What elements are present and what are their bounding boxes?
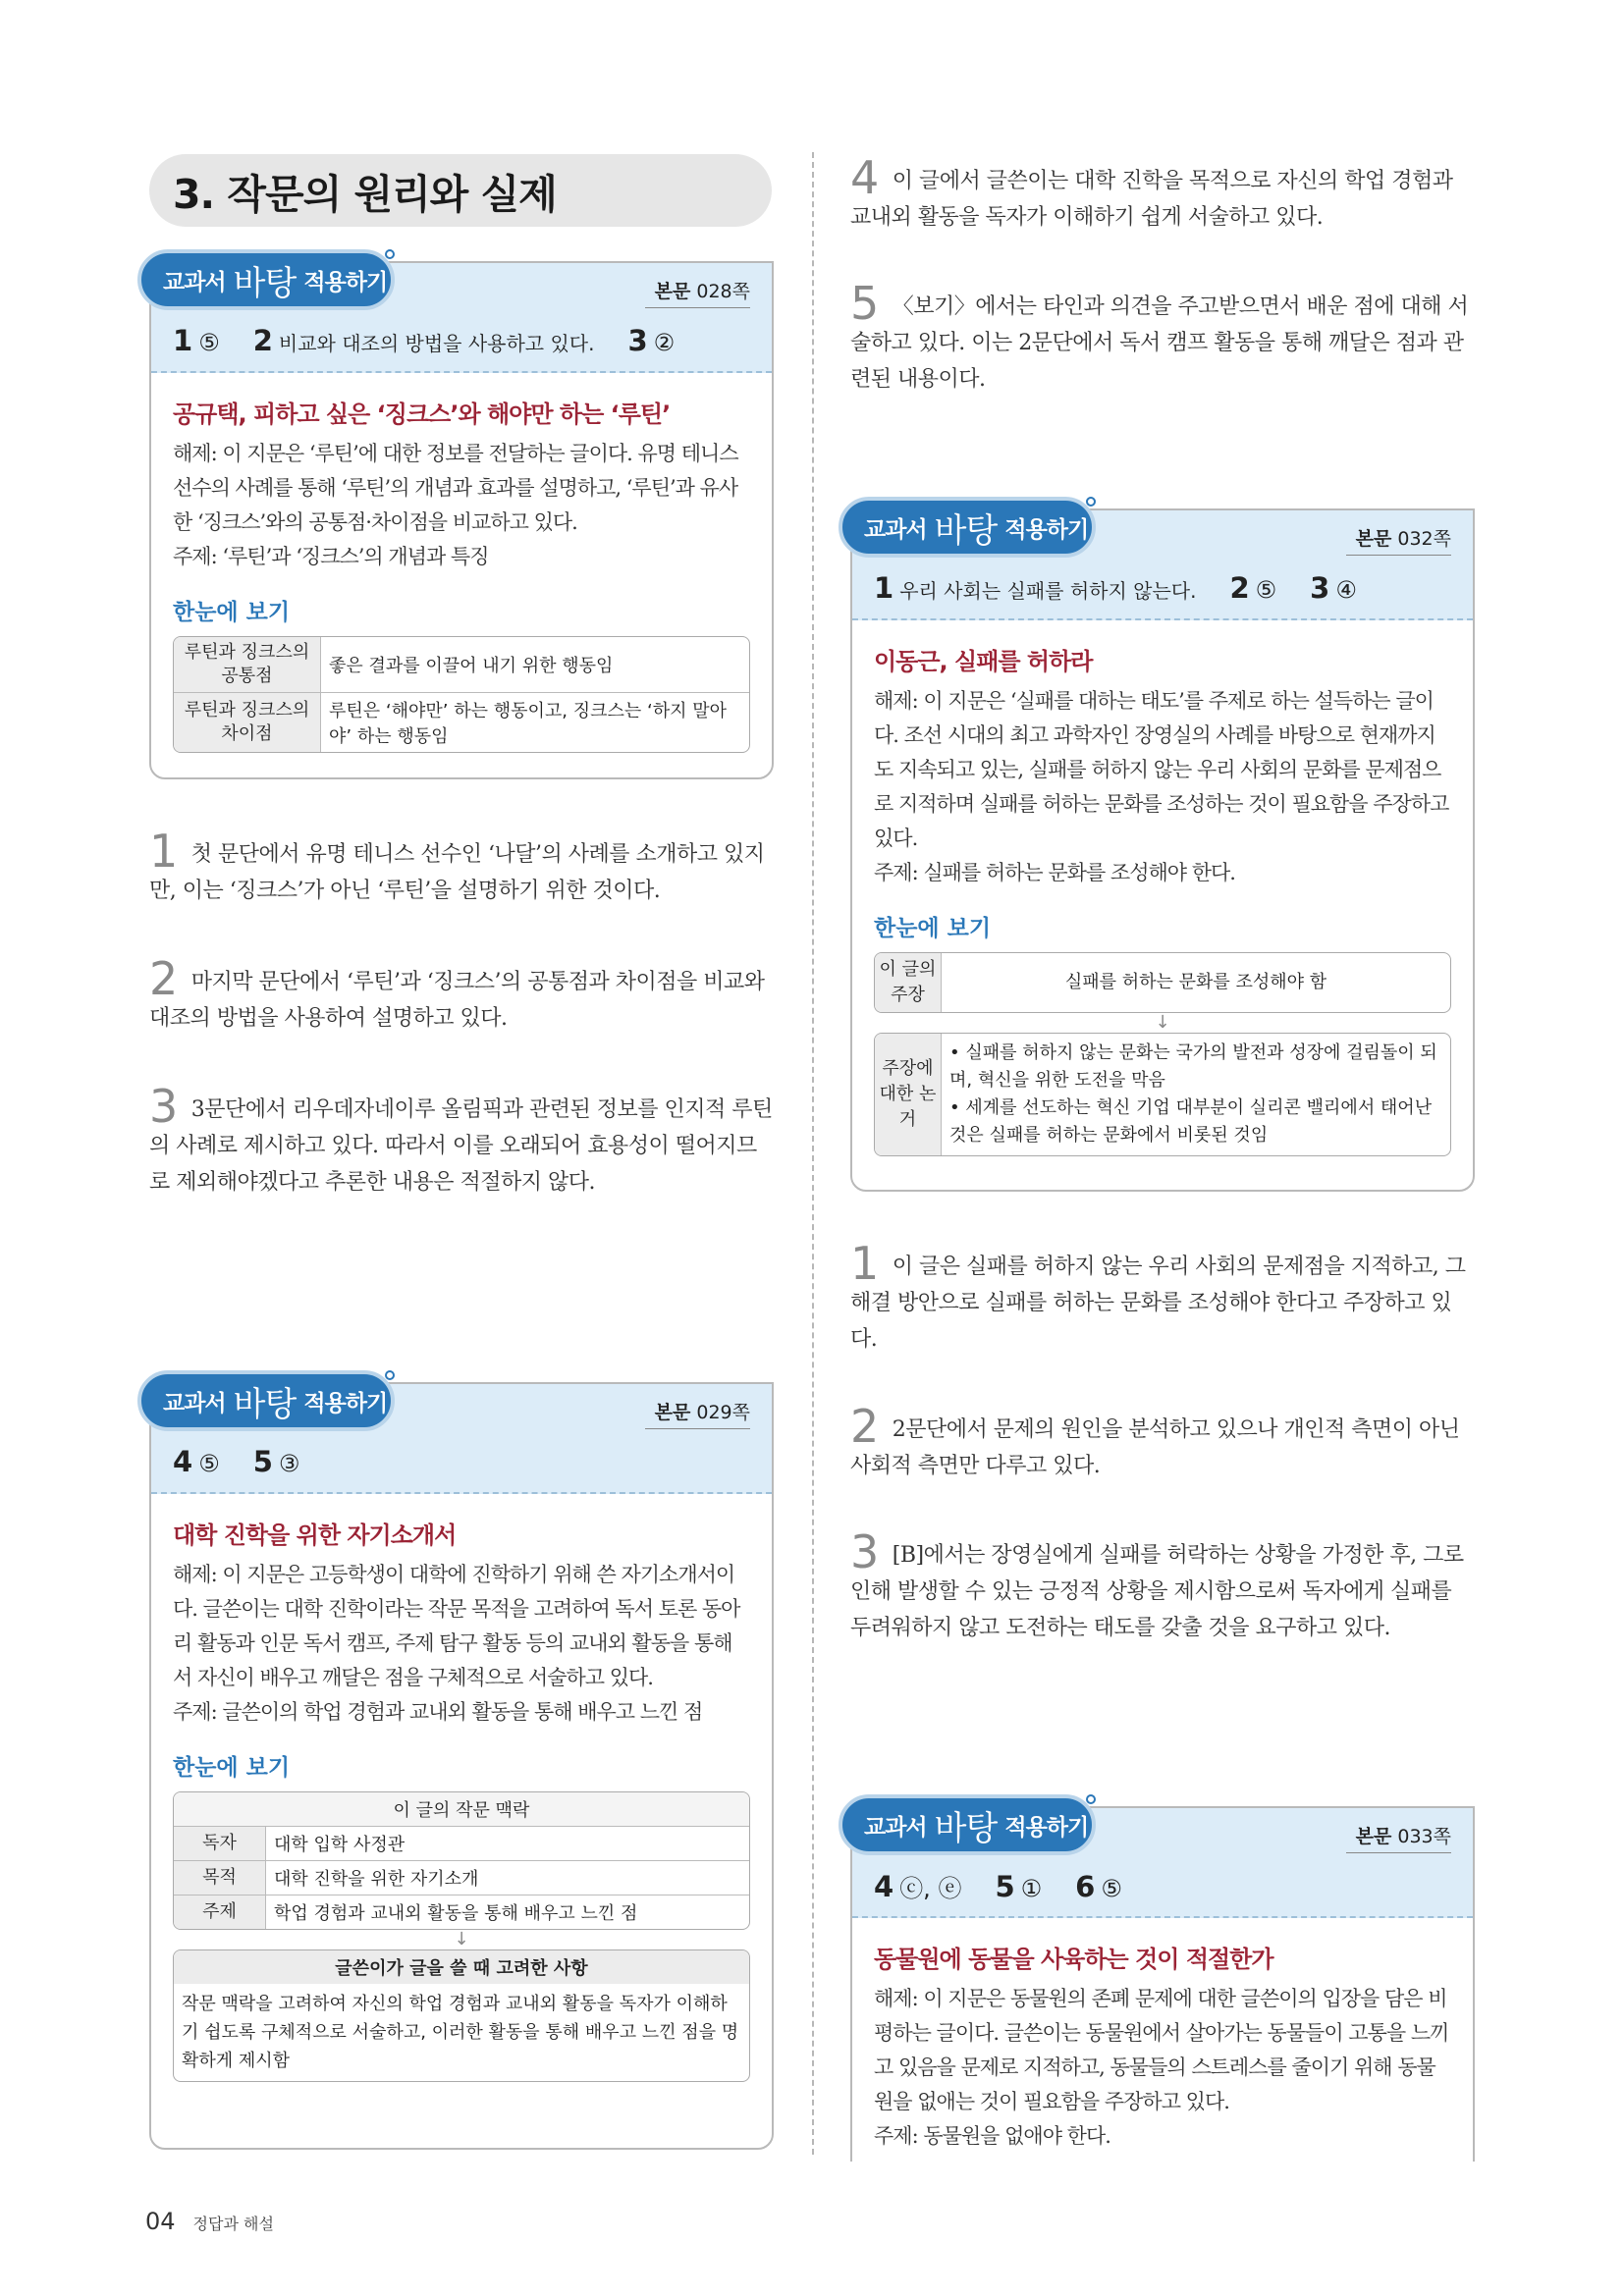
box-body bbox=[852, 1918, 1473, 2167]
tag-suffix: 적용하기 bbox=[303, 269, 388, 295]
answer-val: ⑤ bbox=[198, 329, 220, 356]
explanation-paragraph bbox=[149, 825, 774, 909]
explanation-paragraph bbox=[850, 277, 1473, 398]
box-body bbox=[151, 1494, 772, 2096]
page-reference bbox=[645, 277, 750, 308]
table-header-cell: 루틴과 징크스의 공통점 bbox=[174, 637, 321, 693]
box-header bbox=[151, 263, 772, 373]
paragraph-text: [B]에서는 장영실에게 실패를 허락하는 상황을 가정한 후, 그로 인해 발생할 수 있는 긍정적 상황을 제시함으로써 독자에게 실패를 두려워하지 않고 도전하는 태도를 갖출 것을 요구하고 있다. bbox=[850, 1543, 1464, 1640]
explanation-paragraph bbox=[149, 1080, 774, 1201]
item-number: 1 bbox=[149, 825, 178, 878]
table-title-row bbox=[174, 1792, 749, 1827]
consideration-box bbox=[173, 1949, 750, 2082]
consideration-text: 작문 맥락을 고려하여 자신의 학업 경험과 교내외 활동을 독자가 이해하기 쉽도록 구체적으로 서술하고, 이러한 활동을 통해 배우고 느낀 점을 명확하게 제시함 bbox=[182, 1994, 739, 2071]
item-number: 2 bbox=[850, 1400, 879, 1453]
answer-box-028 bbox=[149, 261, 774, 779]
glance-table bbox=[173, 636, 750, 753]
answer-item bbox=[995, 1870, 1042, 1903]
answer-item bbox=[874, 571, 1196, 605]
evidence-box bbox=[874, 1033, 1451, 1156]
box-tag bbox=[137, 1370, 395, 1431]
tag-prefix: 교과서 bbox=[163, 269, 226, 295]
explanation-paragraph bbox=[850, 151, 1473, 236]
tag-big: 바탕 bbox=[934, 510, 998, 551]
consideration-title: 글쓴이가 글을 쓸 때 고려한 사항 bbox=[174, 1950, 749, 1984]
table-header-cell: 루틴과 징크스의 차이점 bbox=[174, 693, 321, 752]
ref-page: 032쪽 bbox=[1397, 528, 1451, 550]
answer-num: 3 bbox=[627, 324, 648, 357]
tag-big: 바탕 bbox=[233, 263, 297, 303]
table-cell: 좋은 결과를 이끌어 내기 위한 행동임 bbox=[321, 637, 749, 693]
answer-box-033 bbox=[850, 1806, 1475, 2162]
tag-suffix: 적용하기 bbox=[1004, 1814, 1089, 1841]
box-body bbox=[151, 373, 772, 767]
answer-num: 5 bbox=[995, 1870, 1015, 1903]
answer-item bbox=[173, 324, 220, 357]
section-title: 3. 작문의 원리와 실제 bbox=[149, 154, 772, 227]
page-footer bbox=[145, 2208, 274, 2235]
paragraph-text: 이 글은 실패를 허하지 않는 우리 사회의 문제점을 지적하고, 그 해결 방안으로 실패를 허하는 문화를 조성해야 한다고 주장하고 있다. bbox=[850, 1255, 1466, 1352]
answer-item bbox=[874, 1869, 961, 1903]
explanation-paragraph bbox=[850, 1237, 1473, 1358]
answer-num: 2 bbox=[1229, 571, 1250, 605]
tag-prefix: 교과서 bbox=[163, 1390, 226, 1416]
table-cell: 학업 경험과 교내외 활동을 통해 배우고 느낀 점 bbox=[274, 1903, 638, 1924]
passage-title: 동물원에 동물을 사육하는 것이 적절한가 bbox=[874, 1946, 1273, 1973]
table-cell: 대학 진학을 위한 자기소개 bbox=[266, 1861, 749, 1896]
table-cell: 루틴은 ‘해야만’ 하는 행동이고, 징크스는 ‘하지 말아야’ 하는 행동임 bbox=[329, 701, 727, 747]
box-tag bbox=[839, 1794, 1096, 1855]
paragraph-text: 〈보기〉에서는 타인과 의견을 주고받으면서 배운 점에 대해 서술하고 있다. 이는 2문단에서 독서 캠프 활동을 통해 깨달은 점과 관련된 내용이다. bbox=[850, 294, 1469, 392]
passage-title: 공규택, 피하고 싶은 ‘징크스’와 해야만 하는 ‘루틴’ bbox=[173, 400, 671, 428]
passage-theme: 주제: 동물원을 없애야 한다. bbox=[874, 2124, 1110, 2148]
answer-row bbox=[874, 1869, 1122, 1903]
answer-item bbox=[253, 324, 595, 357]
answer-item bbox=[1310, 571, 1357, 605]
answer-box-029 bbox=[149, 1382, 774, 2150]
box-tag bbox=[839, 497, 1096, 558]
answer-num: 1 bbox=[874, 571, 894, 605]
ref-page: 028쪽 bbox=[696, 281, 750, 302]
answer-val: ② bbox=[653, 329, 676, 356]
tag-suffix: 적용하기 bbox=[303, 1390, 388, 1416]
passage-title: 대학 진학을 위한 자기소개서 bbox=[173, 1522, 457, 1549]
answer-item bbox=[173, 1445, 220, 1478]
answer-num: 2 bbox=[252, 324, 273, 357]
down-arrow-icon: ↓ bbox=[454, 1929, 469, 1949]
table-header-cell: 목적 bbox=[174, 1861, 266, 1896]
answer-val: 우리 사회는 실패를 허하지 않는다. bbox=[899, 579, 1197, 603]
page-reference bbox=[1346, 1822, 1451, 1853]
page-number: 04 bbox=[145, 2208, 176, 2235]
context-table bbox=[173, 1791, 750, 1930]
claim-text: 실패를 허하는 문화를 조성해야 함 bbox=[1064, 972, 1327, 992]
answer-row bbox=[874, 571, 1357, 605]
answer-num: 4 bbox=[173, 1445, 193, 1478]
column-divider bbox=[812, 152, 814, 2155]
glance-heading: 한눈에 보기 bbox=[173, 600, 291, 625]
page-reference bbox=[1346, 524, 1451, 556]
item-number: 4 bbox=[850, 151, 879, 204]
answer-val: ⑤ bbox=[1101, 1875, 1122, 1902]
item-number: 3 bbox=[850, 1525, 879, 1578]
answer-item bbox=[1229, 571, 1276, 605]
tag-prefix: 교과서 bbox=[864, 516, 927, 543]
evidence-list bbox=[942, 1034, 1450, 1155]
tag-prefix: 교과서 bbox=[864, 1814, 927, 1841]
answer-val: ④ bbox=[1335, 576, 1357, 604]
table-header-cell: 독자 bbox=[174, 1827, 266, 1861]
paragraph-text: 이 글에서 글쓴이는 대학 진학을 목적으로 자신의 학업 경험과 교내외 활동을 독자가 이해하기 쉽게 서술하고 있다. bbox=[850, 169, 1453, 230]
answer-num: 1 bbox=[173, 324, 193, 357]
paragraph-text: 첫 문단에서 유명 테니스 선수인 ‘나달’의 사례를 소개하고 있지만, 이는 ‘징크스’가 아닌 ‘루틴’을 설명하기 위한 것이다. bbox=[149, 842, 765, 903]
answer-num: 6 bbox=[1075, 1870, 1096, 1903]
table-row bbox=[174, 693, 749, 752]
tag-big: 바탕 bbox=[233, 1384, 297, 1424]
ref-label: 본문 bbox=[654, 1402, 691, 1423]
table-row bbox=[174, 637, 749, 693]
answer-num: 5 bbox=[252, 1445, 273, 1478]
explanation-paragraph bbox=[850, 1400, 1473, 1484]
footer-label: 정답과 해설 bbox=[192, 2215, 274, 2233]
glance-heading: 한눈에 보기 bbox=[874, 916, 992, 941]
down-arrow-icon: ↓ bbox=[1155, 1012, 1170, 1033]
passage-summary: 해제: 이 지문은 동물원의 존폐 문제에 대한 글쓴이의 입장을 담은 비평하는 글이다. 글쓴이는 동물원에서 살아가는 동물들이 고통을 느끼고 있음을 문제로 지적하고, 동물들의 스트레스를 줄이기 위해 동물원을 없애는 것이 필요함을 주장하고 있다. bbox=[874, 1987, 1449, 2113]
box-body bbox=[852, 620, 1473, 1170]
answer-val: ③ bbox=[278, 1450, 300, 1477]
table-row bbox=[174, 1827, 749, 1861]
paragraph-text: 마지막 문단에서 ‘루틴’과 ‘징크스’의 공통점과 차이점을 비교와 대조의 방법을 사용하여 설명하고 있다. bbox=[149, 970, 765, 1031]
page-reference bbox=[645, 1398, 750, 1429]
table-title: 이 글의 작문 맥락 bbox=[174, 1792, 749, 1827]
ref-label: 본문 bbox=[654, 281, 691, 302]
answer-item bbox=[253, 1445, 300, 1478]
item-number: 5 bbox=[850, 277, 879, 330]
passage-summary: 해제: 이 지문은 고등학생이 대학에 진학하기 위해 쓴 자기소개서이다. 글쓴이는 대학 진학이라는 작문 목적을 고려하여 독서 토론 동아리 활동과 인문 독서 캠프, 주제 탐구 활동 등의 교내외 활동을 통해서 자신이 배우고 깨달은 점을 구체적으로 서술하고 있다. bbox=[173, 1563, 740, 1689]
evidence-label: 주장에 대한 논거 bbox=[875, 1034, 942, 1155]
answer-item bbox=[627, 324, 675, 357]
answer-row bbox=[173, 324, 675, 357]
glance-heading: 한눈에 보기 bbox=[173, 1755, 291, 1781]
item-number: 1 bbox=[850, 1237, 879, 1290]
answer-num: 4 bbox=[874, 1870, 894, 1903]
answer-item bbox=[1075, 1870, 1122, 1903]
item-number: 2 bbox=[149, 952, 178, 1005]
claim-label: 이 글의 주장 bbox=[875, 953, 942, 1012]
passage-theme: 주제: 글쓴이의 학업 경험과 교내외 활동을 통해 배우고 느낀 점 bbox=[173, 1700, 703, 1724]
answer-val: 비교와 대조의 방법을 사용하고 있다. bbox=[278, 332, 595, 355]
tag-dot bbox=[385, 249, 395, 259]
passage-title: 이동근, 실패를 허하라 bbox=[874, 648, 1093, 675]
paragraph-text: 2문단에서 문제의 원인을 분석하고 있으나 개인적 측면이 아닌 사회적 측면만 다루고 있다. bbox=[850, 1417, 1460, 1478]
answer-val: ⓒ, ⓔ bbox=[899, 1875, 962, 1902]
ref-page: 033쪽 bbox=[1397, 1826, 1451, 1847]
passage-summary: 해제: 이 지문은 ‘실패를 대하는 태도’를 주제로 하는 설득하는 글이다. 조선 시대의 최고 과학자인 장영실의 사례를 바탕으로 현재까지도 지속되고 있는, 실패를 허하지 않는 우리 사회의 문화를 문제점으로 지적하며 실패를 허하는 문화를 조성하는 것이 필요함을 주장하고 있다. bbox=[874, 689, 1449, 850]
answer-val: ⑤ bbox=[198, 1450, 220, 1477]
box-header bbox=[852, 510, 1473, 620]
answer-num: 3 bbox=[1310, 571, 1330, 605]
ref-label: 본문 bbox=[1355, 528, 1392, 550]
explanation-paragraph bbox=[149, 952, 774, 1037]
answer-val: ⑤ bbox=[1255, 576, 1277, 604]
tag-big: 바탕 bbox=[934, 1808, 998, 1848]
ref-label: 본문 bbox=[1355, 1826, 1392, 1847]
tag-dot bbox=[385, 1370, 395, 1380]
evidence-item: • 세계를 선도하는 혁신 기업 대부분이 실리콘 밸리에서 태어난 것은 실패를 허하는 문화에서 비롯된 것임 bbox=[949, 1097, 1433, 1146]
answer-box-032 bbox=[850, 508, 1475, 1192]
tag-dot bbox=[1086, 497, 1096, 507]
box-header bbox=[151, 1384, 772, 1494]
box-header bbox=[852, 1808, 1473, 1918]
tag-dot bbox=[1086, 1794, 1096, 1804]
table-row bbox=[174, 1896, 749, 1929]
evidence-item: • 실패를 허하지 않는 문화는 국가의 발전과 성장에 걸림돌이 되며, 혁신을 위한 도전을 막음 bbox=[949, 1042, 1437, 1091]
answer-val: ① bbox=[1020, 1875, 1043, 1902]
ref-page: 029쪽 bbox=[696, 1402, 750, 1423]
table-cell: 대학 입학 사정관 bbox=[266, 1827, 749, 1861]
box-tag bbox=[137, 249, 395, 310]
table-header-cell: 주제 bbox=[174, 1896, 266, 1929]
passage-theme: 주제: ‘루틴’과 ‘징크스’의 개념과 특징 bbox=[173, 545, 489, 568]
explanation-paragraph bbox=[850, 1525, 1473, 1646]
table-row bbox=[174, 1861, 749, 1896]
item-number: 3 bbox=[149, 1080, 178, 1133]
passage-summary: 해제: 이 지문은 ‘루틴’에 대한 정보를 전달하는 글이다. 유명 테니스 선수의 사례를 통해 ‘루틴’의 개념과 효과를 설명하고, ‘루틴’과 유사한 ‘징크스’와의 공통점·차이점을 비교하고 있다. bbox=[173, 442, 738, 534]
tag-suffix: 적용하기 bbox=[1004, 516, 1089, 543]
paragraph-text: 3문단에서 리우데자네이루 올림픽과 관련된 정보를 인지적 루틴의 사례로 제시하고 있다. 따라서 이를 오래되어 효용성이 떨어지므로 제외해야겠다고 추론한 내용은 적절하지 않다. bbox=[149, 1097, 773, 1195]
answer-row bbox=[173, 1445, 299, 1478]
claim-box bbox=[874, 952, 1451, 1013]
passage-theme: 주제: 실패를 허하는 문화를 조성해야 한다. bbox=[874, 861, 1235, 884]
